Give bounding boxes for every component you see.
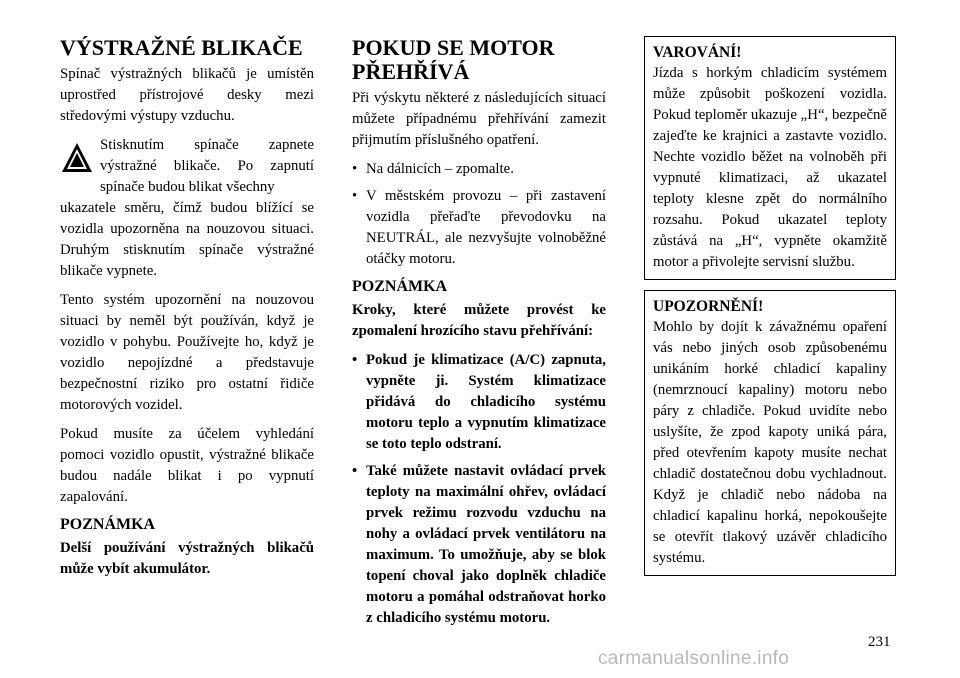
hazard-warning-block: [60, 135, 314, 282]
right-column: [644, 36, 896, 586]
list-item: • V městském provozu – při zastavení vozidla přeřaďte převodovku na NEUTRÁL, ale nezvyšujte volnoběžné otáčky motoru.: [352, 186, 606, 270]
list-item: • Také můžete nastavit ovládací prvek teploty na maximální ohřev, ovládací prvek režimu rozvodu vzduchu na nohy a ovládací prvek ventilátoru na maximum. To umožňuje, aby se blok topení choval jako doplněk chladiče motoru a pomáhal odstraňovat horko z chladicího systému motoru.: [352, 461, 606, 629]
warning-box: [644, 36, 896, 280]
page-number: 231: [868, 634, 891, 650]
left-column: [60, 36, 314, 588]
hazard-note-text: Delší používání výstražných blikačů může vybít akumulátor.: [60, 540, 314, 578]
list-item: • Na dálnicích – zpomalte.: [352, 159, 606, 180]
watermark: carmanualsonline.info: [598, 648, 790, 669]
overheat-intro: Při výskytu některé z následujících situací můžete případnému přehřívání zamezit přijmutím příslušného opatření.: [352, 90, 606, 149]
hazard-warning-continued: ukazatele směru, čímž budou blížící se vozidla upozorněna na nouzovou situaci. Druhým stisknutím spínače výstražné blikače vypnete.: [60, 200, 314, 280]
hazard-heading: VÝSTRAŽNÉ BLIKAČE: [60, 35, 303, 60]
caution-box: [644, 290, 896, 576]
warning-box-text: Jízda s horkým chladicím systémem může způsobit poškození vozidla. Pokud teploměr ukazuje „H“, bezpečně zajeďte ke krajnici a zastavte vozidlo. Nechte vozidlo běžet na volnoběh při vypnuté klimatizaci, až ukazatel teploty klesne zpět do normálního rozsahu. Pokud ukazatel teploty zůstává na „H“, vypněte okamžitě motor a přivolejte servisní službu.: [653, 65, 887, 270]
caution-box-text: Mohlo by dojít k závažnému opaření vás nebo jiných osob způsobenému unikáním horké chladicí kapaliny (nemrznoucí kapaliny) motoru nebo páry z chladiče. Pokud uvidíte nebo uslyšíte, že zpod kapoty uniká pára, před otevřením kapoty musíte nechat chladič dostatečnou dobu vychladnout. Když je chladič nebo nádoba na chladicí kapalinu horká, nepokoušejte se otevřít tlakový uzávěr chladicího systému.: [653, 319, 887, 566]
overheat-note-list: [352, 350, 606, 629]
hazard-note-heading: POZNÁMKA: [60, 516, 156, 534]
hazard-intro: Spínač výstražných blikačů je umístěn uprostřed přístrojové desky mezi středovými výstupy vzduchu.: [60, 66, 314, 125]
overheat-note-intro: Kroky, které můžete provést ke zpomalení hrozícího stavu přehřívání:: [352, 302, 606, 340]
overheat-heading: POKUD SE MOTOR PŘEHŘÍVÁ: [352, 35, 555, 85]
hazard-para-3: Pokud musíte za účelem vyhledání pomoci vozidlo opustit, výstražné blikače budou nadále blikat i po vypnutí zapalování.: [60, 426, 314, 506]
hazard-warning-text: Stisknutím spínače zapnete výstražné blikače. Po zapnutí spínače budou blikat všechny: [100, 137, 314, 196]
middle-column: [352, 36, 606, 635]
overheat-bullet-list: [352, 159, 606, 270]
list-item: • Pokud je klimatizace (A/C) zapnuta, vypněte ji. Systém klimatizace přidává do chladicího systému motoru teplo a vypnutím klimatizace se toto teplo odstraní.: [352, 350, 606, 455]
caution-box-title: UPOZORNĚNÍ!: [653, 298, 764, 315]
overheat-note-heading: POZNÁMKA: [352, 278, 448, 296]
warning-triangle-icon: [60, 141, 94, 175]
hazard-para-2: Tento systém upozornění na nouzovou situaci by neměl být používán, když je vozidlo v pohybu. Používejte ho, když je vozidlo nepojízdné a představuje bezpečnostní riziko pro ostatní řidiče motorových vozidel.: [60, 292, 314, 414]
warning-box-title: VAROVÁNÍ!: [653, 44, 742, 61]
